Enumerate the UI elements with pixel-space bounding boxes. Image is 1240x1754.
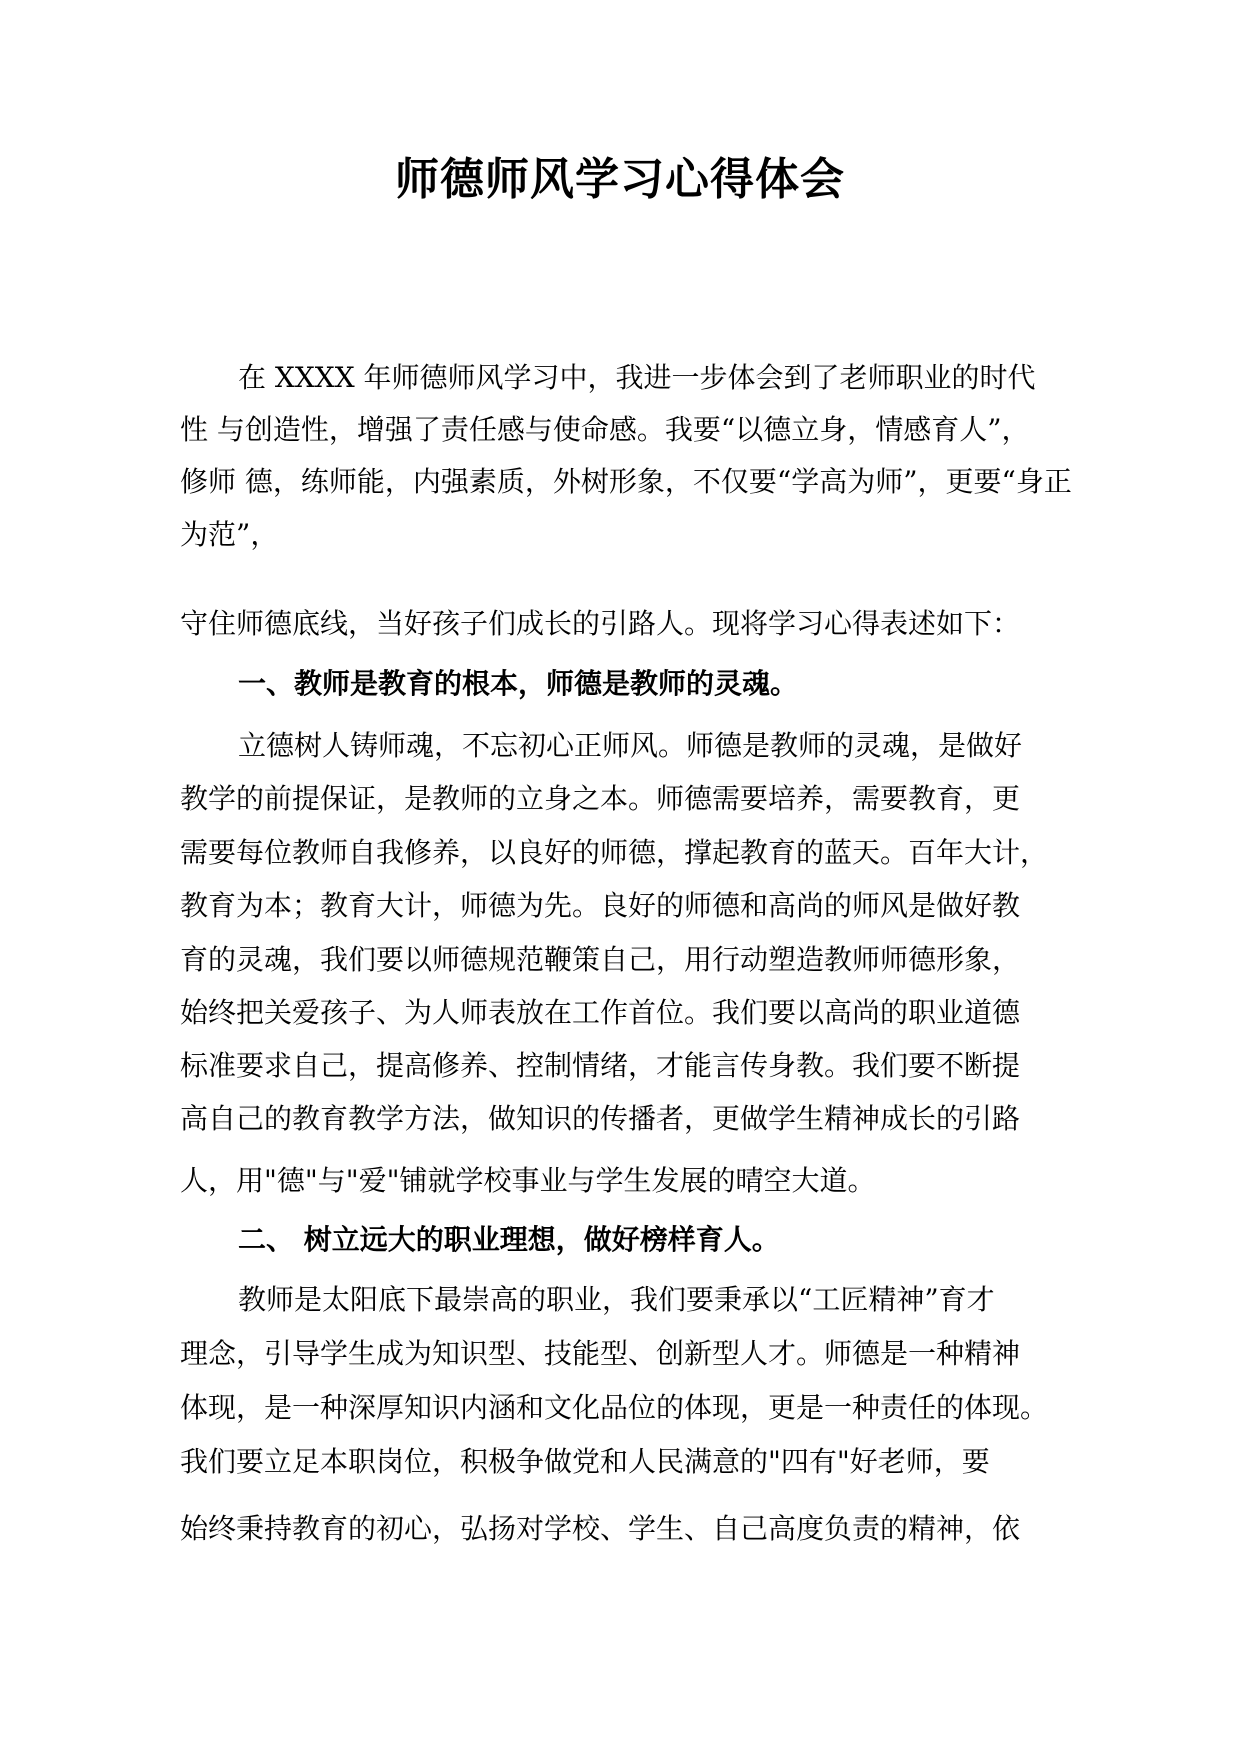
paragraph-2-line-1: 守住师德底线，当好孩子们成长的引路人。现将学习心得表述如下： [180,607,1021,640]
document-title: 师德师风学习心得体会 [395,154,845,205]
paragraph-3-line-4: 教育为本；教育大计，师德为先。良好的师德和高尚的师风是做好教 [180,889,1021,922]
paragraph-4-line-3: 体现，是一种深厚知识内涵和文化品位的体现，更是一种责任的体现。 [180,1391,1049,1424]
section-heading-2: 二、 树立远大的职业理想，做好榜样育人。 [238,1223,780,1256]
paragraph-3-line-5: 育的灵魂，我们要以师德规范鞭策自己，用行动塑造教师师德形象， [180,943,1021,976]
paragraph-4-line-5: 始终秉持教育的初心，弘扬对学校、学生、自己高度负责的精神，依 [180,1512,1021,1545]
paragraph-1-line-4: 为范”， [180,518,279,551]
paragraph-4-line-1: 教师是太阳底下最崇高的职业，我们要秉承以“工匠精神”育才 [238,1283,995,1316]
paragraph-4-line-4: 我们要立足本职岗位，积极争做党和人民满意的"四有"好老师，要 [180,1445,990,1478]
paragraph-1-line-3: 修师 德，练师能，内强素质，外树形象，不仅要“学高为师”，更要“身正 [180,465,1072,498]
paragraph-3-line-6: 始终把关爱孩子、为人师表放在工作首位。我们要以高尚的职业道德 [180,996,1021,1029]
paragraph-4-line-2: 理念，引导学生成为知识型、技能型、创新型人才。师德是一种精神 [180,1337,1021,1370]
paragraph-3-line-7: 标准要求自己，提高修养、控制情绪，才能言传身教。我们要不断提 [180,1049,1021,1082]
paragraph-3-line-9: 人，用"德"与"爱"铺就学校事业与学生发展的晴空大道。 [180,1164,876,1197]
paragraph-3-line-2: 教学的前提保证，是教师的立身之本。师德需要培养，需要教育，更 [180,782,1021,815]
paragraph-3-line-1: 立德树人铸师魂，不忘初心正师风。师德是教师的灵魂，是做好 [238,729,1023,762]
paragraph-3-line-3: 需要每位教师自我修养，以良好的师德，撑起教育的蓝天。百年大计， [180,836,1049,869]
paragraph-1-line-2: 性 与创造性，增强了责任感与使命感。我要“以德立身，情感育人”， [180,413,1030,446]
section-heading-1: 一、教师是教育的根本，师德是教师的灵魂。 [238,667,799,700]
paragraph-1-line-1: 在 XXXX 年师德师风学习中，我进一步体会到了老师职业的时代 [238,361,1036,394]
paragraph-3-line-8: 高自己的教育教学方法，做知识的传播者，更做学生精神成长的引路 [180,1102,1021,1135]
